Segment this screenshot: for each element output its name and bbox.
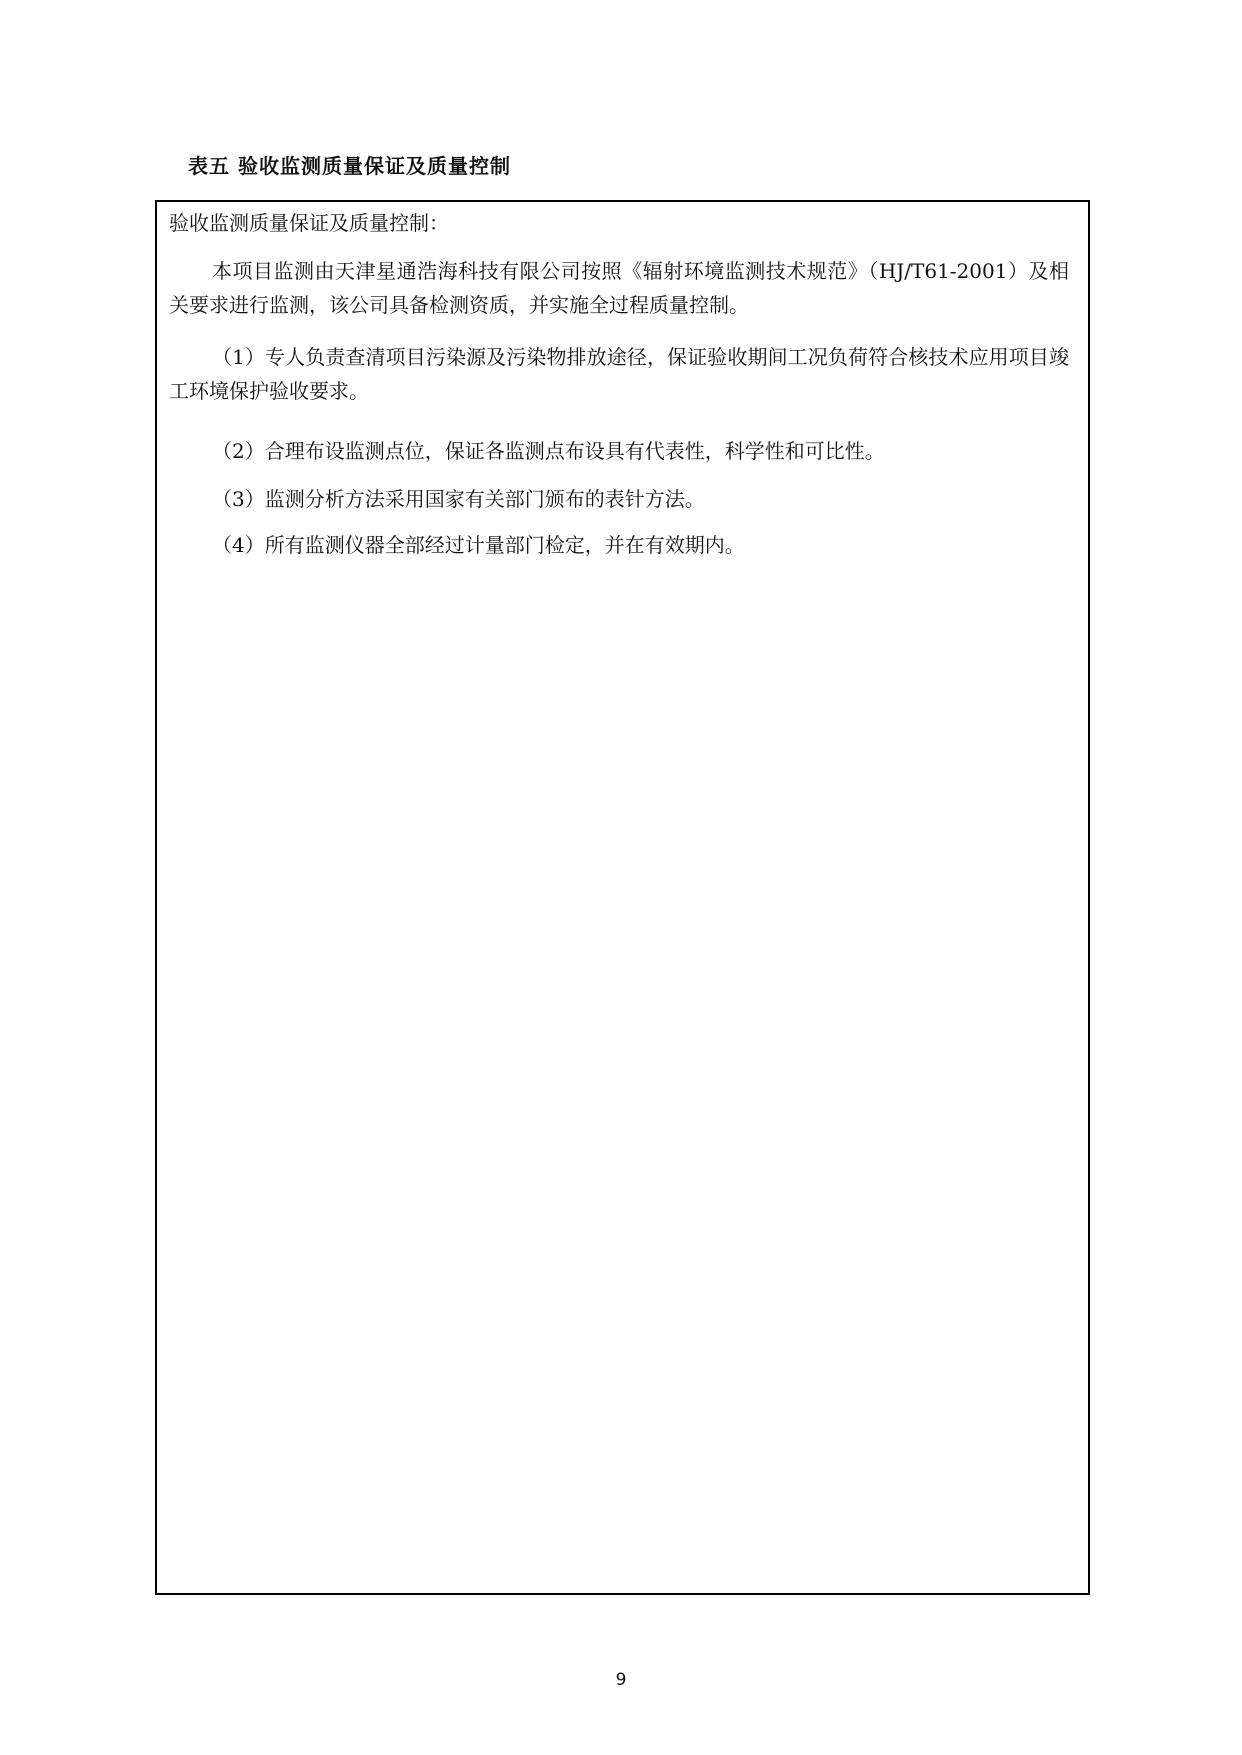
- paragraph-item-2: （2）合理布设监测点位，保证各监测点布设具有代表性，科学性和可比性。: [212, 439, 885, 463]
- page-number: 9: [615, 1670, 627, 1690]
- section-title: 表五 验收监测质量保证及质量控制: [188, 154, 511, 178]
- content-box: [155, 200, 1090, 1595]
- paragraph-item-1: （1）专人负责查清项目污染源及污染物排放途径，保证验收期间工况负荷符合核技术应用项目竣工环境保护验收要求。: [169, 345, 1069, 403]
- paragraph-item-3: （3）监测分析方法采用国家有关部门颁布的表针方法。: [212, 487, 705, 511]
- paragraph-intro: 本项目监测由天津星通浩海科技有限公司按照《辐射环境监测技术规范》（HJ/T61-2001）及相关要求进行监测，该公司具备检测资质，并实施全过程质量控制。: [169, 259, 1069, 317]
- box-heading: 验收监测质量保证及质量控制：: [169, 211, 449, 235]
- paragraph-item-4: （4）所有监测仪器全部经过计量部门检定，并在有效期内。: [212, 533, 745, 557]
